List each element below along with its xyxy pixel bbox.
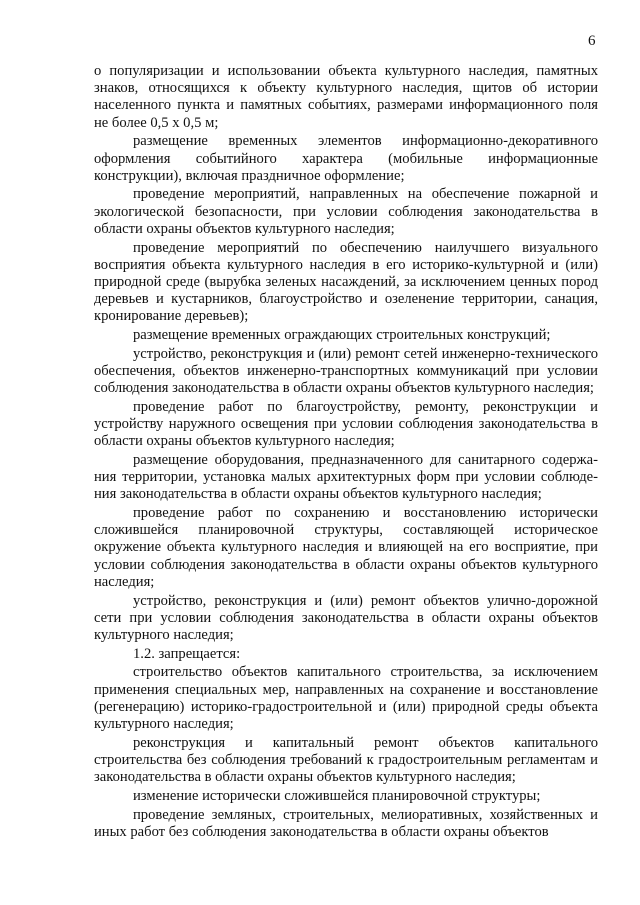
document-body bbox=[94, 63, 598, 842]
paragraph-5: размещение временных ограждающих строительных конструкций; bbox=[133, 327, 551, 344]
paragraph-4: проведение мероприятий по обеспечению наилучшего визуального восприятия объекта культурного наследия в его историко-культурной и (или) природной среде (вырубка зеленых насаждений, за исключением ценных пород деревьев и кустарников, благоустройство и озеленение территории, санация, кронирование деревьев); bbox=[94, 239, 598, 325]
paragraph-7: проведение работ по благоустройству, ремонту, реконструкции и устройству наружного освещения при условии соблюдения законодательства в области охраны объектов культурного наследия; bbox=[94, 398, 598, 450]
section-heading-1-2: 1.2. запрещается: bbox=[133, 645, 241, 662]
paragraph-8: размещение оборудования, предназначенного для санитарного содержания территории, установка малых архитектурных форм при условии соблюдения законодательства в области охраны объектов культурного наследия; bbox=[94, 451, 598, 503]
paragraph-2: размещение временных элементов информационно-декоративного оформления событийного характера (мобильные информационные конструкции), включая праздничное оформление; bbox=[94, 133, 598, 184]
page-number: 6 bbox=[588, 33, 596, 49]
paragraph-15: проведение земляных, строительных, мелиоративных, хозяйственных и иных работ без соблюдения законодательства в области охраны объектов bbox=[94, 806, 598, 840]
paragraph-9: проведение работ по сохранению и восстановлению исторически сложившейся планировочной структуры, составляющей историческое окружение объекта культурного наследия и влияющей на его восприятие, при условии соблюдения законодательства в области охраны объектов культурного наследия; bbox=[94, 505, 598, 590]
paragraph-1: о популяризации и использовании объекта культурного наследия, памятных знаков, относящихся к объекту культурного наследия, щитов об истории населенного пункта и памятных событиях, размерами информационного поля не более 0,5 х 0,5 м; bbox=[94, 63, 598, 131]
paragraph-14: изменение исторически сложившейся планировочной структуры; bbox=[133, 787, 541, 804]
paragraph-6: устройство, реконструкция и (или) ремонт сетей инженерно-технического обеспечения, объектов инженерно-транспортных коммуникаций при условии соблюдения законодательства в области охраны объектов культурного наследия; bbox=[94, 345, 598, 397]
paragraph-10: устройство, реконструкция и (или) ремонт объектов улично-дорожной сети при условии соблюдения законодательства в области охраны объектов культурного наследия; bbox=[94, 592, 598, 643]
paragraph-12: строительство объектов капитального строительства, за исключением применения специальных мер, направленных на сохранение и восстановление (регенерацию) историко-градостроительной и (или) природной среды объекта культурного наследия; bbox=[94, 664, 598, 733]
paragraph-3: проведение мероприятий, направленных на обеспечение пожарной и экологической безопасности, при условии соблюдения законодательства в области охраны объектов культурного наследия; bbox=[94, 186, 598, 237]
paragraph-13: реконструкция и капитальный ремонт объектов капитального строительства без соблюдения требований к градостроительным регламентам и законодательства в области охраны объектов культурного наследия; bbox=[94, 734, 598, 786]
